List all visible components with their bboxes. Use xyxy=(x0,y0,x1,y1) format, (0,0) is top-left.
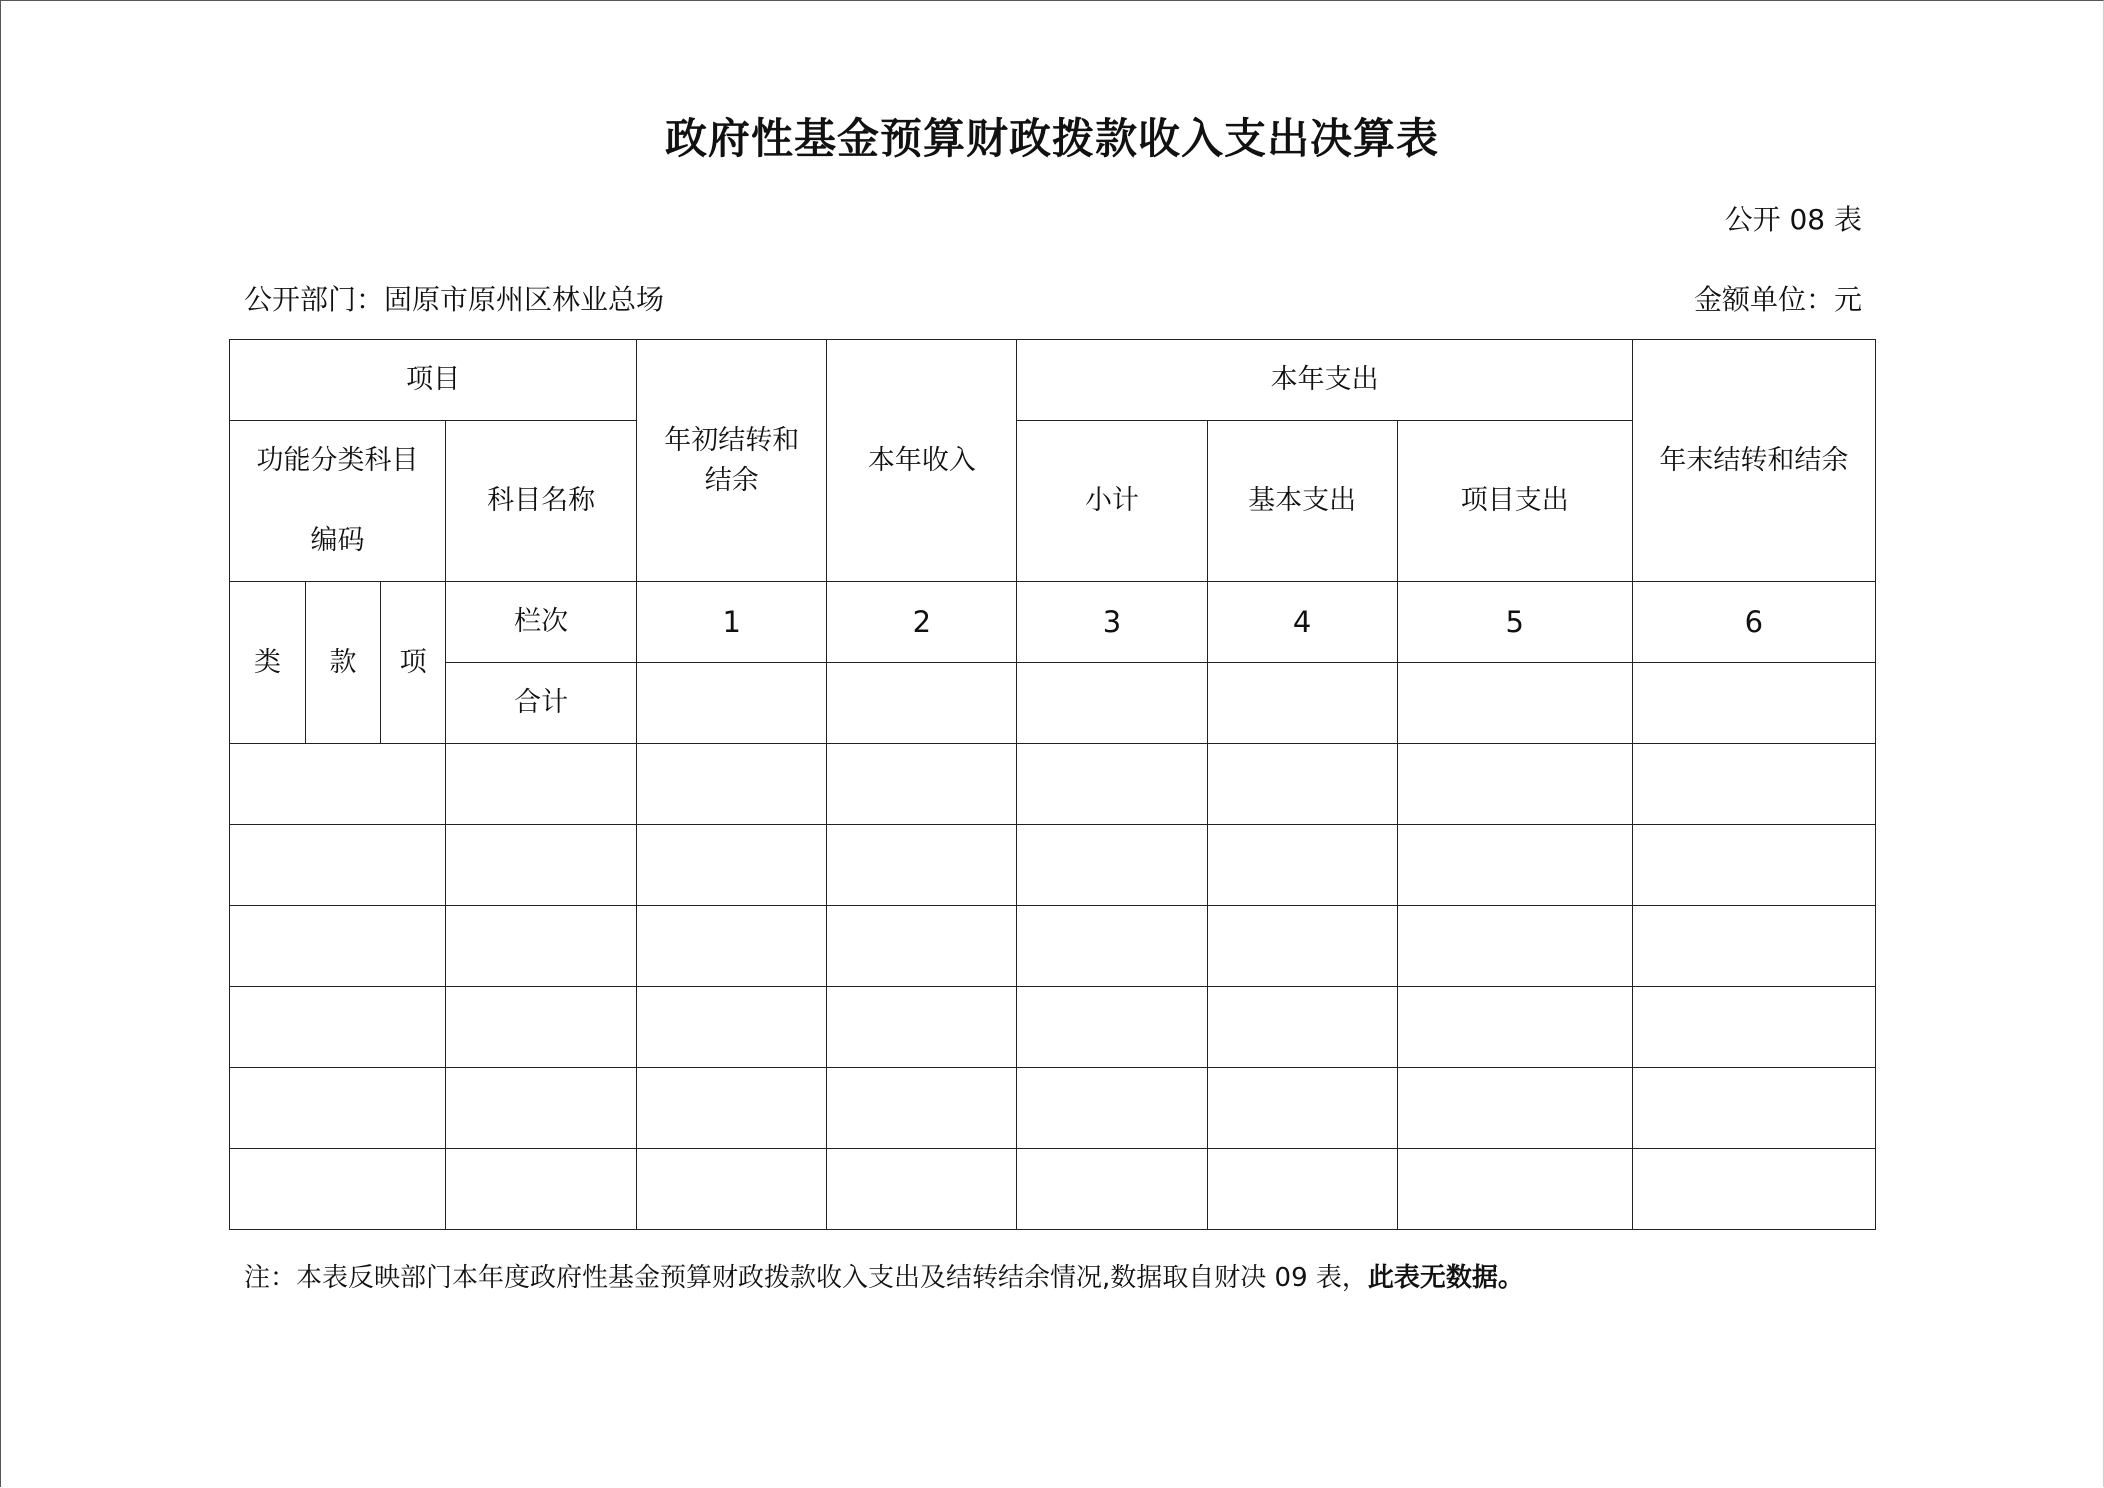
header-category-lei xyxy=(230,582,306,744)
total-cell xyxy=(1207,663,1397,744)
category-lei-label: 类 xyxy=(254,646,282,678)
table-cell xyxy=(230,1149,446,1230)
table-row xyxy=(230,906,1876,987)
budget-table xyxy=(229,339,1876,1230)
total-cell xyxy=(1017,663,1207,744)
total-cell xyxy=(1632,663,1875,744)
header-function-code-line1: 功能分类科目 xyxy=(256,445,419,476)
header-basic-expenditure xyxy=(1207,421,1397,582)
category-xiang-label: 项 xyxy=(399,646,427,678)
table-cell xyxy=(446,1149,637,1230)
header-subject-name-label: 科目名称 xyxy=(487,485,596,516)
footnote-no-data: 此表无数据。 xyxy=(1367,1263,1524,1293)
header-function-code-line2: 编码 xyxy=(310,525,365,556)
column-number-1: 1 xyxy=(637,582,827,663)
table-row xyxy=(230,825,1876,906)
form-number: 公开 08 表 xyxy=(1724,203,1862,236)
table-row xyxy=(230,744,1876,825)
header-project-expenditure xyxy=(1397,421,1632,582)
header-closing-balance xyxy=(1632,340,1875,582)
department-label: 公开部门：固原市原州区林业总场 xyxy=(244,283,665,316)
table-cell xyxy=(1397,1149,1632,1230)
table-cell xyxy=(230,825,446,906)
table-cell xyxy=(827,1149,1017,1230)
table-cell xyxy=(446,1068,637,1149)
table-cell xyxy=(1632,1149,1875,1230)
table-cell xyxy=(446,744,637,825)
table-cell xyxy=(827,987,1017,1068)
header-income-label: 本年收入 xyxy=(867,444,976,476)
table-cell xyxy=(230,1068,446,1149)
column-number-row xyxy=(230,582,1876,663)
table-cell xyxy=(1017,906,1207,987)
header-function-code xyxy=(230,421,446,582)
table-cell xyxy=(637,825,827,906)
table-cell xyxy=(1397,906,1632,987)
table-cell xyxy=(1207,825,1397,906)
total-label xyxy=(446,663,637,744)
table-cell xyxy=(1397,1068,1632,1149)
table-cell xyxy=(1207,987,1397,1068)
table-cell xyxy=(637,1149,827,1230)
table-cell xyxy=(827,906,1017,987)
table-cell xyxy=(446,987,637,1068)
table-cell xyxy=(1017,987,1207,1068)
table-cell xyxy=(446,825,637,906)
total-text: 合计 xyxy=(514,687,569,718)
table-cell xyxy=(1207,744,1397,825)
header-opening-balance xyxy=(637,340,827,582)
table-row xyxy=(230,987,1876,1068)
column-number-4: 4 xyxy=(1207,582,1397,663)
table-cell xyxy=(1397,744,1632,825)
total-row xyxy=(230,663,1876,744)
table-cell xyxy=(230,744,446,825)
amount-unit-label: 金额单位：元 xyxy=(1693,283,1862,316)
category-kuan-label: 款 xyxy=(329,646,357,678)
table-cell xyxy=(827,744,1017,825)
total-cell xyxy=(1397,663,1632,744)
total-cell xyxy=(637,663,827,744)
table-cell xyxy=(1017,1149,1207,1230)
header-item xyxy=(230,340,637,421)
header-closing-label: 年末结转和结余 xyxy=(1659,444,1849,476)
column-number-3: 3 xyxy=(1017,582,1207,663)
table-cell xyxy=(230,987,446,1068)
column-number-text: 栏次 xyxy=(514,606,569,637)
table-cell xyxy=(1017,825,1207,906)
header-project-label: 项目支出 xyxy=(1460,485,1569,516)
header-subtotal-label: 小计 xyxy=(1084,485,1139,516)
table-cell xyxy=(827,825,1017,906)
header-expenditure xyxy=(1017,340,1632,421)
column-number-2: 2 xyxy=(827,582,1017,663)
header-item-label: 项目 xyxy=(406,364,461,395)
table-cell xyxy=(637,744,827,825)
table-cell xyxy=(1017,744,1207,825)
header-expenditure-label: 本年支出 xyxy=(1270,364,1379,395)
table-cell xyxy=(1632,906,1875,987)
table-cell xyxy=(1207,1149,1397,1230)
page-title: 政府性基金预算财政拨款收入支出决算表 xyxy=(664,114,1439,163)
column-number-6: 6 xyxy=(1632,582,1875,663)
header-row-1 xyxy=(230,340,1876,421)
header-opening-line2: 结余 xyxy=(704,464,759,496)
header-basic-label: 基本支出 xyxy=(1248,485,1357,516)
table-cell xyxy=(446,906,637,987)
table-cell xyxy=(1207,906,1397,987)
header-subject-name xyxy=(446,421,637,582)
header-opening-line1: 年初结转和 xyxy=(664,424,800,456)
footnote xyxy=(244,1257,1524,1294)
table-cell xyxy=(637,906,827,987)
table-cell xyxy=(637,987,827,1068)
table-cell xyxy=(1397,825,1632,906)
header-category-xiang xyxy=(381,582,446,744)
column-number-5: 5 xyxy=(1397,582,1632,663)
header-category-kuan xyxy=(306,582,381,744)
table-cell xyxy=(827,1068,1017,1149)
table-cell xyxy=(230,906,446,987)
table-cell xyxy=(1397,987,1632,1068)
header-subtotal xyxy=(1017,421,1207,582)
header-income xyxy=(827,340,1017,582)
table-cell xyxy=(1632,987,1875,1068)
table-cell xyxy=(1632,744,1875,825)
table-cell xyxy=(637,1068,827,1149)
table-cell xyxy=(1017,1068,1207,1149)
table-row xyxy=(230,1149,1876,1230)
table-cell xyxy=(1632,825,1875,906)
table-row xyxy=(230,1068,1876,1149)
column-number-label xyxy=(446,582,637,663)
total-cell xyxy=(827,663,1017,744)
table-cell xyxy=(1207,1068,1397,1149)
table-cell xyxy=(1632,1068,1875,1149)
footnote-text: 注：本表反映部门本年度政府性基金预算财政拨款收入支出及结转结余情况,数据取自财决 09 表， xyxy=(244,1263,1368,1293)
